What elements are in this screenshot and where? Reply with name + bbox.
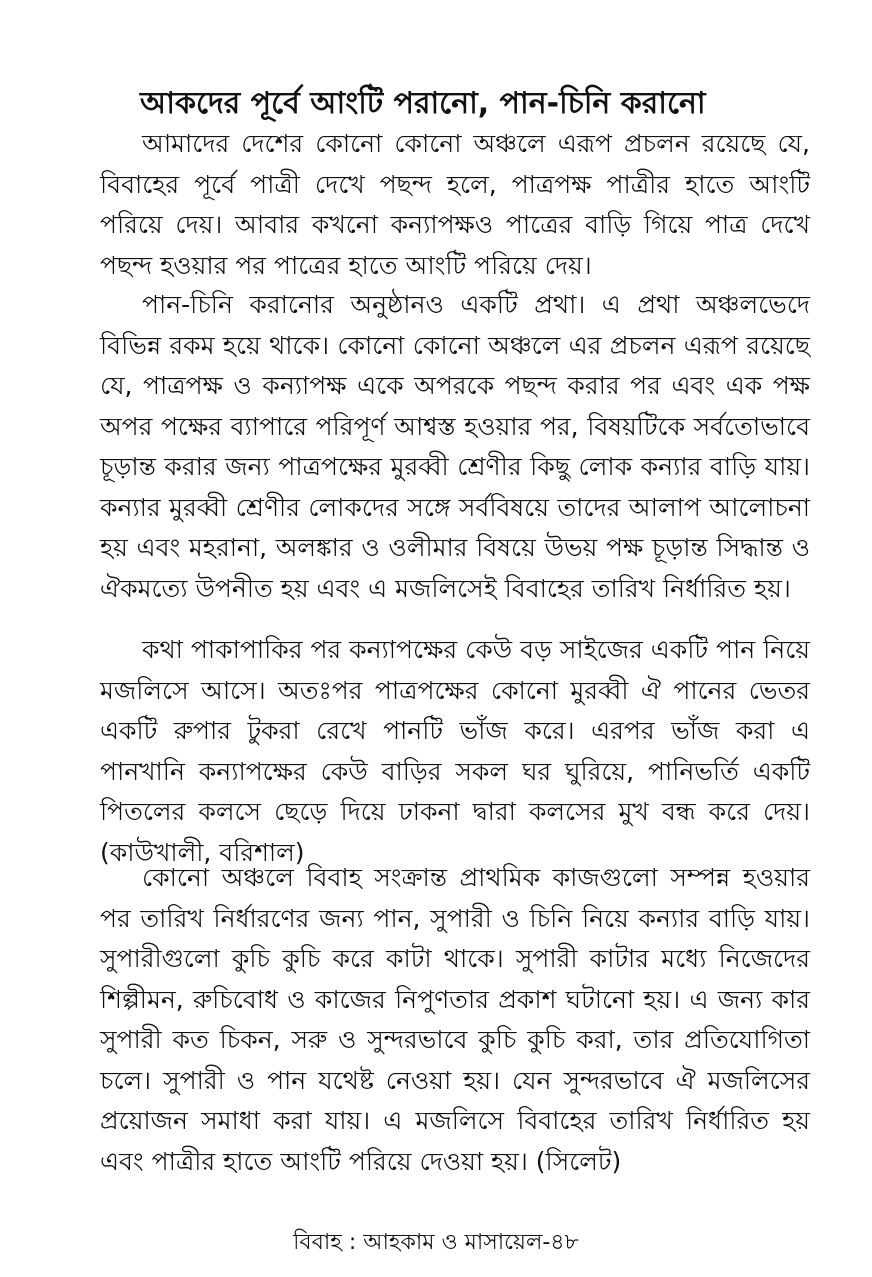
paragraph-ring-custom: আমাদের দেশের কোনো কোনো অঞ্চলে এরূপ প্রচলন রয়েছে যে, বিবাহের পূর্বে পাত্রী দেখে পছন্দ হলে, পাত্রপক্ষ পাত্রীর হাতে আংটি পরিয়ে দেয়। আবার কখনো কন্যাপক্ষও পাত্রের বাড়ি গিয়ে পাত্র দেখে পছন্দ হওয়ার পর পাত্রের হাতে আংটি পরিয়ে দেয়। — [100, 129, 810, 280]
section-heading: আকদের পূর্বে আংটি পরানো, পান-চিনি করানো — [140, 86, 706, 121]
paragraph-sylhet-custom: কোনো অঞ্চলে বিবাহ সংক্রান্ত প্রাথমিক কাজগুলো সম্পন্ন হওয়ার পর তারিখ নির্ধারণের জন্য পান, সুপারী ও চিনি নিয়ে কন্যার বাড়ি যায়। সুপারীগুলো কুচি কুচি করে কাটা থাকে। সুপারী কাটার মধ্যে নিজেদের শিল্পীমন, রুচিবোধ ও কাজের নিপুণতার প্রকাশ ঘটানো হয়। এ জন্য কার সুপারী কত চিকন, সরু ও সুন্দরভাবে কুচি কুচি করা, তার প্রতিযোগিতা চলে। সুপারী ও পান যথেষ্ট নেওয়া হয়। যেন সুন্দরভাবে ঐ মজলিসের প্রয়োজন সমাধা করা যায়। এ মজলিসে বিবাহের তারিখ নির্ধারিত হয় এবং পাত্রীর হাতে আংটি পরিয়ে দেওয়া হয়। (সিলেট) — [100, 863, 810, 1176]
paragraph-pan-chini-custom: পান-চিনি করানোর অনুষ্ঠানও একটি প্রথা। এ প্রথা অঞ্চলভেদে বিভিন্ন রকম হয়ে থাকে। কোনো কোনো অঞ্চলে এর প্রচলন এরূপ রয়েছে যে, পাত্রপক্ষ ও কন্যাপক্ষ একে অপরকে পছন্দ করার পর এবং এক পক্ষ অপর পক্ষের ব্যাপারে পরিপূর্ণ আশ্বস্ত হওয়ার পর, বিষয়টিকে সর্বতোভাবে চূড়ান্ত করার জন্য পাত্রপক্ষের মুরব্বী শ্রেণীর কিছু লোক কন্যার বাড়ি যায়। কন্যার মুরব্বী শ্রেণীর লোকদের সঙ্গে সর্ববিষয়ে তাদের আলাপ আলোচনা হয় এবং মহরানা, অলঙ্কার ও ওলীমার বিষয়ে উভয় পক্ষ চূড়ান্ত সিদ্ধান্ত ও ঐকমত্যে উপনীত হয় এবং এ মজলিসেই বিবাহের তারিখ নির্ধারিত হয়। — [100, 290, 810, 603]
page-footer: বিবাহ : আহকাম ও মাসায়েল-৪৮ — [293, 1230, 579, 1255]
paragraph-betel-leaf-ritual: কথা পাকাপাকির পর কন্যাপক্ষের কেউ বড় সাইজের একটি পান নিয়ে মজলিসে আসে। অতঃপর পাত্রপক্ষের কোনো মুরব্বী ঐ পানের ভেতর একটি রুপার টুকরা রেখে পানটি ভাঁজ করে। এরপর ভাঁজ করা এ পানখানি কন্যাপক্ষের কেউ বাড়ির সকল ঘর ঘুরিয়ে, পানিভর্তি একটি পিতলের কলসে ছেড়ে দিয়ে ঢাকনা দ্বারা কলসের মুখ বন্ধ করে দেয়। (কাউখালী, বরিশাল) — [100, 635, 810, 867]
